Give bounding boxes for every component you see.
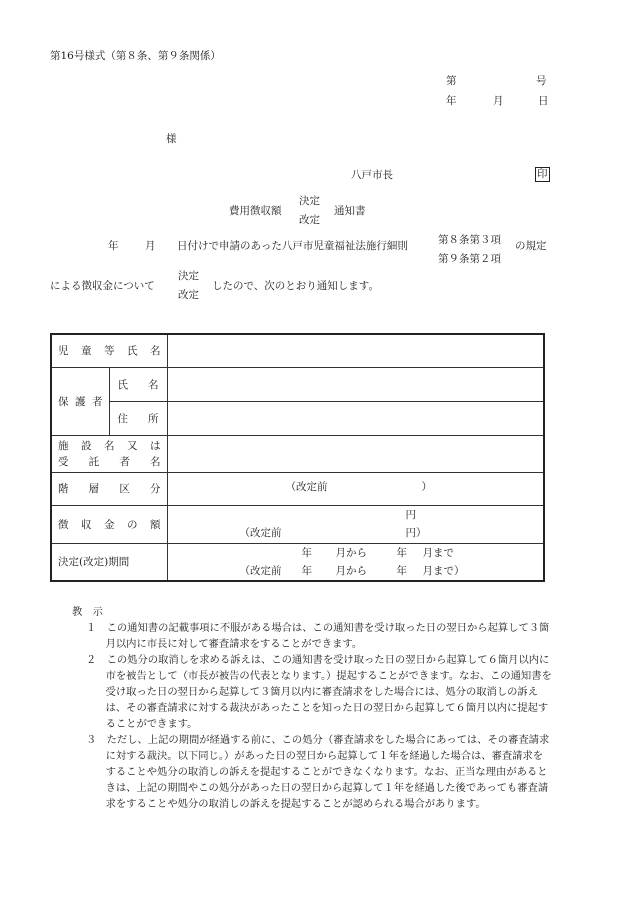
body-year: 年 bbox=[108, 240, 119, 252]
row-guardian-name bbox=[51, 367, 544, 401]
article-option-1: 第８条第３項 bbox=[438, 234, 501, 246]
tier-revised-label: （改定前 bbox=[285, 480, 328, 493]
label-tier: 階 層 区 分 bbox=[51, 472, 167, 505]
period-revised-year-2: 年 bbox=[396, 564, 407, 577]
form-number: 第16号様式（第８条、第９条関係） bbox=[50, 50, 221, 62]
date-year: 年 bbox=[446, 95, 457, 107]
body-option-revised: 改定 bbox=[178, 289, 199, 301]
value-guardian-address bbox=[167, 401, 544, 435]
title-option-revised: 改定 bbox=[299, 214, 320, 226]
instructions bbox=[72, 604, 552, 812]
period-revised-to: 月まで） bbox=[422, 564, 465, 577]
issuer: 八戸市長 bbox=[351, 169, 393, 181]
row-tier bbox=[51, 472, 544, 505]
row-period bbox=[51, 543, 544, 581]
label-amount: 徴 収 金 の 額 bbox=[51, 505, 167, 543]
instruction-item-2: ２ この処分の取消しを求める訴えは、この通知書を受け取った日の翌日から起算して６箇月以内に市を被告として（市長が被告の代表となります。）提起することができます。なお、この通知書を受け取った日の翌日から起算して３箇月以内に審査請求をした場合には、処分の取消しの訴えは、その審査請求に対する裁決があったことを知った日の翌日から起算して６箇月以内に提起することができます。 bbox=[86, 654, 552, 730]
label-period: 決定(改定)期間 bbox=[51, 543, 167, 581]
body-text-1: 日付けで申請のあった八戸市児童福祉法施行細則 bbox=[177, 240, 408, 252]
title-suffix: 通知書 bbox=[334, 205, 366, 217]
instruction-item-1: １ この通知書の記載事項に不服がある場合は、この通知書を受け取った日の翌日から起算して３箇月以内に市長に対して審査請求をすることができます。 bbox=[86, 622, 550, 650]
value-amount bbox=[167, 505, 544, 543]
body-option-decided: 決定 bbox=[178, 270, 199, 282]
instruction-item-3: ３ ただし、上記の期間が経過する前に、この処分（審査請求をした場合にあっては、その審査請求に対する裁決。以下同じ。）があった日の翌日から起算して１年を経過した場合は、審査請求をすることや処分の取消しの訴えを提起することができなくなります。なお、正当な理由があるときは、上記の期間やこの処分があった日の翌日から起算して１年を経過した後であっても審査請求をすることや処分の取消しの訴えを提起することが認められる場合があります。 bbox=[86, 734, 550, 810]
value-guardian-name bbox=[167, 367, 544, 401]
body-text-2: の規定 bbox=[515, 240, 547, 252]
period-revised-from: 月から bbox=[335, 564, 367, 577]
value-child-name bbox=[167, 334, 544, 367]
row-facility bbox=[51, 435, 544, 472]
label-child-name: 児 童 等 氏 名 bbox=[51, 334, 167, 367]
amount-yen-close: 円） bbox=[405, 527, 427, 539]
period-to: 月まで bbox=[422, 546, 454, 559]
date-month: 月 bbox=[493, 95, 504, 107]
row-child-name bbox=[51, 334, 544, 367]
period-from: 月から bbox=[335, 546, 367, 559]
value-period bbox=[167, 543, 544, 581]
row-guardian-address bbox=[51, 401, 544, 435]
row-amount bbox=[51, 505, 544, 543]
period-revised-label: （改定前 bbox=[239, 564, 282, 577]
period-year-1: 年 bbox=[301, 546, 312, 559]
tier-close: ） bbox=[421, 480, 432, 493]
value-tier bbox=[167, 472, 544, 505]
period-year-2: 年 bbox=[396, 546, 407, 559]
seal-mark: 印 bbox=[537, 168, 548, 180]
doc-number-suffix: 号 bbox=[536, 75, 547, 87]
label-guardian: 保 護 者 bbox=[51, 367, 109, 435]
value-facility bbox=[167, 435, 544, 472]
title-prefix: 費用徴収額 bbox=[229, 205, 282, 217]
amount-revised-label: （改定前 bbox=[239, 527, 282, 539]
label-guardian-name: 氏 名 bbox=[109, 367, 167, 401]
instructions-title: 教 示 bbox=[72, 606, 103, 618]
body-month: 月 bbox=[145, 240, 156, 252]
period-revised-year-1: 年 bbox=[301, 564, 312, 577]
article-option-2: 第９条第２項 bbox=[438, 253, 501, 265]
date-day: 日 bbox=[538, 95, 549, 107]
body-text-3: による徴収金について bbox=[50, 280, 155, 292]
notice-table bbox=[50, 333, 545, 582]
amount-yen: 円 bbox=[405, 509, 416, 521]
title-option-decided: 決定 bbox=[299, 195, 320, 207]
label-guardian-address: 住 所 bbox=[109, 401, 167, 435]
body-text-4: したので、次のとおり通知します。 bbox=[212, 280, 379, 292]
label-facility: 施 設 名 又 は 受 託 者 名 bbox=[51, 435, 167, 472]
addressee-suffix: 様 bbox=[166, 133, 177, 145]
doc-number-label: 第 bbox=[446, 75, 457, 87]
